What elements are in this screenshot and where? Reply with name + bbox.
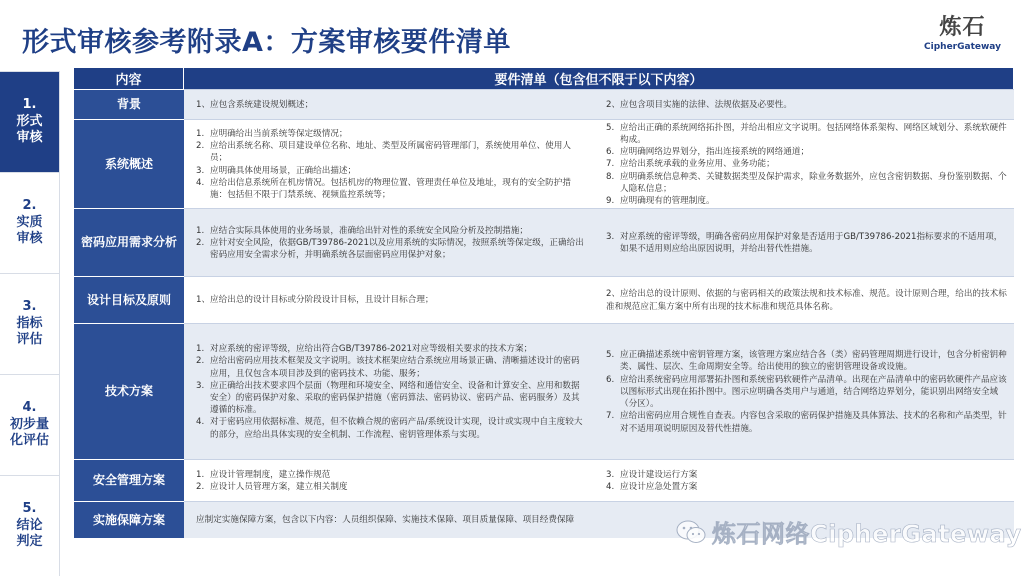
row-left-cell [184,459,594,501]
step-label: 指标 评估 [16,315,43,348]
list-item: 2. 应给出系统名称、项目建设单位名称、地址、类型及所属密码管理部门，系统使用单位、使用人员； [196,141,571,164]
list-item: 4. 对于密码应用依据标准、规范，但不依赖合规的密码产品/系统设计实现，设计或实现中自主度较大的部分，应给出具体实现的安全机制、工作流程、密钥管理体系与实现。 [196,417,583,440]
step-number: 2. [22,197,37,213]
brand-logo [920,10,1005,52]
row-label: 技术方案 [74,323,184,459]
row-label: 实施保障方案 [74,501,184,538]
row-left-cell [184,323,594,459]
cell-text: 1、应给出总的设计目标或分阶段设计目标，且设计目标合理； [196,295,434,306]
step-item-3[interactable] [0,274,59,375]
list-item: 3. 对应系统的密评等级，明确各密码应用保护对象是否适用于GB/T39786-2021指标要求的不适用项，如果不适用则应给出原因说明，并给出替代性措施。 [606,231,1003,254]
table-header-content: 内容 [74,68,184,89]
step-label: 结论 判定 [16,517,43,550]
step-item-1[interactable] [0,72,59,173]
row-label: 背景 [74,89,184,119]
row-left-cell [184,276,594,323]
page-title: 形式审核参考附录A：方案审核要件清单 [22,27,511,58]
step-label: 初步量 化评估 [9,416,49,449]
list-item: 6. 应给出系统密码应用部署拓扑图和系统密码软硬件产品清单。出现在产品清单中的密码软硬件产品应该以图标形式出现在拓扑图中。图示应明确各类用户与通道，结合网络边界划分，能识别出网络安全域（分区）。 [606,374,1007,410]
row-left-cell [184,89,594,119]
step-item-5[interactable] [0,476,59,576]
row-label: 安全管理方案 [74,459,184,501]
list-item: 4. 应给出信息系统所在机房情况。包括机房的物理位置、管理责任单位及地址，现有的安全防护措施：包括但不限于门禁系统、视频监控系统等； [196,177,571,200]
list-item: 3. 应设计建设运行方案 [606,469,698,480]
list-item: 6. 应明确网络边界划分，指出连接系统的网络通道； [606,147,810,158]
watermark-text: 炼石网络CipherGateway [712,520,1022,548]
row-label: 密码应用需求分析 [74,208,184,276]
list-item: 1. 对应系统的密评等级，应给出符合GB/T39786-2021对应等级相关要求的技术方案； [196,344,533,355]
cell-text: 2、应包含项目实施的法律、法规依据及必要性。 [606,99,792,110]
logo-en-text: CipherGateway [924,42,1001,52]
list-item: 2. 应针对安全风险，依据GB/T39786-2021以及应用系统的实际情况，按照系统等保定级，正确给出密码应用安全需求分析，并明确系统各层面密码应用保护对象； [196,237,584,261]
step-label: 实质 审核 [16,214,43,247]
row-left-cell [184,119,594,208]
step-sidebar [0,71,60,576]
step-label: 形式 审核 [16,113,43,146]
list-item: 4. 应设计应急处置方案 [606,482,698,492]
list-item: 1. 应结合实际具体使用的业务场景，准确给出针对性的系统安全风险分析及控制措施； [196,225,528,236]
row-right-cell [594,276,1014,323]
cell-text: 1、应包含系统建设规划概述； [196,99,314,110]
list-item: 8. 应明确系统信息种类、关键数据类型及保护需求，除业务数据外，应包含密钥数据、身份鉴别数据、个人隐私信息； [606,171,1007,194]
row-right-cell [594,323,1014,459]
step-number: 3. [22,298,37,314]
list-item: 5. 应给出正确的系统网络拓扑图，并给出相应文字说明。包括网络体系架构、网络区域划分、系统软硬件构成。 [606,122,1007,145]
step-item-2[interactable] [0,173,59,274]
list-item: 2. 应设计人员管理方案，建立相关制度 [196,482,348,492]
logo-cn-text: 炼石 [939,15,986,40]
list-item: 5. 应正确描述系统中密钥管理方案，该管理方案应结合各（类）密码管理周期进行设计，包含分析密钥种类、属性、层次、生命周期安全等。给出使用的独立的密钥管理设备或设施。 [606,350,1007,373]
requirements-table [74,68,1014,568]
list-item: 9. 应明确现有的管理制度。 [606,196,715,207]
row-left-cell [184,208,594,276]
step-item-4[interactable] [0,375,59,476]
list-item: 2. 应给出密码应用技术框架及文字说明。该技术框架应结合系统应用场景正确、清晰描述设计的密码应用，且仅包含本项目涉及到的密码技术、功能、服务； [196,356,580,379]
row-right-cell [594,119,1014,208]
step-number: 4. [22,399,37,415]
row-right-cell [594,459,1014,501]
table-header-requirements: 要件清单（包含但不限于以下内容） [184,68,1014,89]
row-label: 系统概述 [74,119,184,208]
cell-text: 2、应给出总的设计原则、依据的与密码相关的政策法规和技术标准、规范。设计原则合理，给出的技术标准和规范应汇集方案中所有出现的技术标准和规范具体名称。 [606,289,1007,312]
row-full-text: 应制定实施保障方案，包含以下内容：人员组织保障、实施技术保障、项目质量保障、项目经费保障 [184,501,1014,538]
list-item: 3. 应明确具体使用场景，正确给出描述； [196,165,357,176]
row-right-cell [594,208,1014,276]
list-item: 7. 应给出密码应用合规性自查表。内容包含采取的密码保护措施及具体算法、技术的名称和产品类型，针对不适用项说明原因及替代性措施。 [606,411,1007,434]
list-item: 7. 应给出系统承载的业务应用、业务功能； [606,159,775,170]
list-item: 1. 应明确给出当前系统等保定级情况； [196,128,348,139]
row-right-cell [594,89,1014,119]
row-label: 设计目标及原则 [74,276,184,323]
step-number: 5. [22,500,37,516]
list-item: 1. 应设计管理制度，建立操作规范 [196,469,331,480]
list-item: 3. 应正确给出技术要求四个层面（物理和环境安全、网络和通信安全、设备和计算安全、应用和数据安全）的密码保护对象、采取的密码保护措施（密码算法、密码协议、密码产品、密码服务）及其遵循的标准。 [196,380,580,416]
step-number: 1. [22,96,37,112]
